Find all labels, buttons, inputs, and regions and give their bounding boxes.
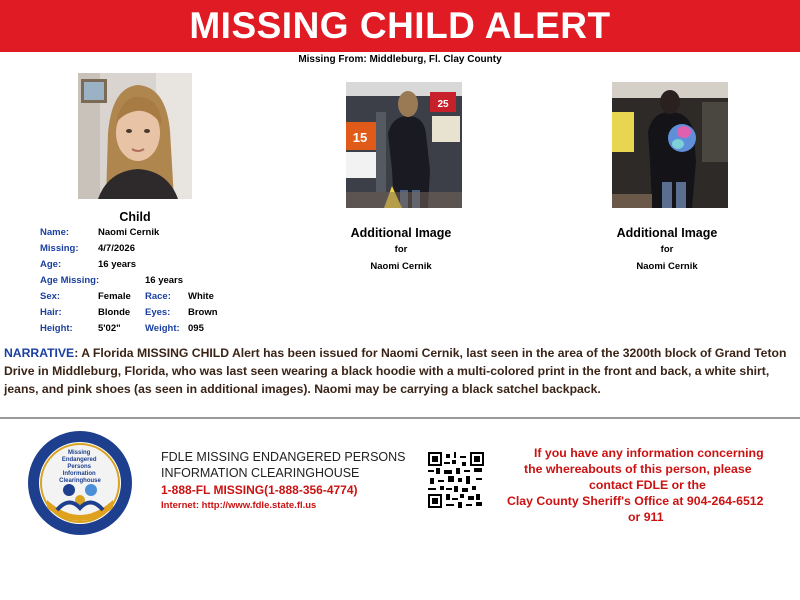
narrative-label: NARRATIVE	[4, 346, 75, 360]
child-caption: Child	[119, 210, 151, 224]
name-value: Naomi Cernik	[98, 227, 160, 238]
race-value: White	[188, 291, 214, 302]
age-label: Age:	[40, 259, 62, 270]
sex-value: Female	[98, 291, 131, 302]
missing-from-location: Missing From: Middleburg, Fl. Clay County	[298, 54, 502, 65]
missing-label: Missing:	[40, 243, 79, 254]
clearinghouse-name	[161, 449, 406, 481]
alert-banner: MISSING CHILD ALERT	[0, 0, 800, 52]
weight-label: Weight:	[145, 323, 180, 334]
org-line-2: INFORMATION CLEARINGHOUSE	[161, 466, 360, 480]
race-label: Race:	[145, 291, 171, 302]
contact-line-5: or 911	[628, 510, 664, 524]
eyes-value: Brown	[188, 307, 218, 318]
additional-image-2	[612, 82, 728, 208]
age-value: 16 years	[98, 259, 137, 270]
logo-text-1: Endangered	[61, 457, 97, 463]
additional-image-1-caption	[301, 226, 501, 272]
missing-value: 4/7/2026	[98, 243, 135, 254]
hotline-phone[interactable]: 1-888-FL MISSING(1-888-356-4774)	[161, 483, 358, 497]
org-line-1: FDLE MISSING ENDANGERED PERSONS	[161, 450, 406, 464]
additional-image-2-name: Naomi Cernik	[636, 261, 698, 272]
hair-value: Blonde	[98, 307, 131, 318]
logo-text-2: Persons	[67, 464, 92, 470]
contact-line-2: the whereabouts of this person, please	[524, 462, 752, 476]
sex-label: Sex:	[40, 291, 61, 302]
contact-line-3: contact FDLE or the	[589, 478, 706, 492]
child-photo	[78, 73, 192, 199]
additional-image-2-title: Additional Image	[616, 226, 718, 240]
height-value: 5'02"	[98, 323, 121, 334]
age-missing-label: Age Missing:	[40, 275, 100, 286]
narrative-paragraph	[4, 344, 794, 398]
additional-image-2-for: for	[660, 244, 674, 255]
logo-text-3: Information	[62, 471, 96, 477]
svg-text:15: 15	[352, 130, 368, 145]
contact-line-1: If you have any information concerning	[534, 446, 764, 460]
narrative-text: : A Florida MISSING CHILD Alert has been issued for Naomi Cernik, last seen in the area of the 3200th block of Grand Teton Drive in Middleburg, Florida, who was last seen wearing a black hoodie with a multi-colored print in the front and back, a white shirt, jeans, and pink shoes (as seen in additional images). Naomi may be carrying a black satchel backpack.	[4, 346, 787, 396]
logo-text-4: Clearinghouse	[59, 478, 101, 484]
contact-line-4: Clay County Sheriff's Office at 904-264-6512	[507, 494, 764, 508]
additional-image-2-caption	[567, 226, 767, 272]
fdle-clearinghouse-logo	[27, 430, 133, 536]
eyes-label: Eyes:	[145, 307, 171, 318]
qr-code-icon[interactable]	[428, 452, 484, 508]
svg-text:25: 25	[437, 99, 449, 110]
weight-value: 095	[188, 323, 204, 334]
additional-image-1-name: Naomi Cernik	[370, 261, 432, 272]
age-missing-value: 16 years	[145, 275, 184, 286]
website-link[interactable]: Internet: http://www.fdle.state.fl.us	[161, 500, 317, 511]
logo-text-0: Missing	[67, 450, 91, 456]
footer-divider	[0, 417, 800, 419]
height-label: Height:	[40, 323, 73, 334]
additional-image-1-title: Additional Image	[350, 226, 452, 240]
hair-label: Hair:	[40, 307, 62, 318]
name-label: Name:	[40, 227, 70, 238]
additional-image-1-for: for	[394, 244, 408, 255]
additional-image-1	[346, 82, 462, 208]
